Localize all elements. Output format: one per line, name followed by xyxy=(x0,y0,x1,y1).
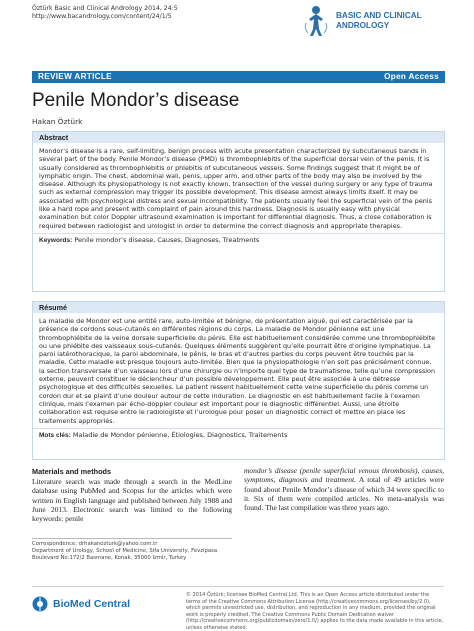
abstract-box xyxy=(32,131,445,292)
keywords-label: Keywords: xyxy=(39,236,73,244)
figure-logo-icon xyxy=(302,5,330,37)
open-access-label: Open Access xyxy=(384,72,439,81)
section-heading-methods: Materials and methods xyxy=(32,467,112,476)
mots-cles-text: Maladie de Mondor pénienne, Étiologies, Diagnostics, Traitements xyxy=(72,430,288,439)
correspondence-affiliation: Department of Urology, School of Medicine, Sifa University, Fevzipasa xyxy=(32,548,218,555)
journal-name-line2: ANDROLOGY xyxy=(336,21,390,30)
resume-keywords xyxy=(33,428,444,440)
correspondence-block xyxy=(32,541,237,563)
citation-line: Öztürk Basic and Clinical Andrology 2014, 24:5 xyxy=(32,5,178,12)
biomed-central-name: BioMed Central xyxy=(53,598,131,610)
resume-text: La maladie de Mondor est une entité rare, auto-limitée et bénigne, de présentation aiguë, qui est caractérisée par la présence de cordons sous-cutanés en différentes régions du corps. La maladie de Mondor pénienne est une thrombophlébite de la veine dorsale superficielle du pénis. Elle est habituellement considérée comme une thrombophlébite ou une phlébite des vaisseaux sous-cutanés. Quelques éléments suggèrent qu’elle pourrait être d’origine lymphatique. La paroi latérothoracique, la paroi abdominale, le pénis, le bras et d’autres parties du corps peuvent être touchés par la maladie. Cette maladie est presque toujours auto-limitée. Bien que la physiopathologie n’en soit pas précisément connue, la section transversale d’un vaisseau lors d’une chirurgie ou n’importe quel type de traumatisme, telle qu’une compression externe, peuvent constituer le déclencheur d’un possible développement. Elle peut être associée à une détresse psychologique et des difficultés sexuelles. Le patient ressent habituellement cette veine superficielle du pénis comme un cordon dur et se plaint d’une douleur autour de cette induration. Le diagnostic en est habituellement facile à l’examen clinique, mais l’examen par écho-doppler couleur est important pour le diagnostic différentiel. Aussi, une étroite collaboration est requise entre le radiologiste et l’urologue pour poser un diagnostic correct et mettre en place les traitements appropriés. xyxy=(39,317,436,425)
correspondence-divider xyxy=(32,538,232,539)
license-text: © 2014 Öztürk; licensee BioMed Central Ltd. This is an Open Access article distributed under the terms of the Creative Commons Attribution License (http://creativecommons.org/licenses/by/2.0), which permits unrestricted use, distribution, and reproduction in any medium, provided the original work is properly credited. The Creative Commons Public Domain Dedication waiver (http://creativecommons.org/publicdomain/zero/1.0/) applies to the data made available in this article, unless otherwise stated. xyxy=(186,592,444,631)
article-type-bar xyxy=(32,71,445,83)
methods-keywords-italic: mondor’s disease (penile superficial venous thrombosis), causes, symptoms, diagnosis and treatment. xyxy=(244,466,444,485)
resume-heading: Résumé xyxy=(33,302,444,313)
correspondence-address: Boulevard No:172/2 Basmane, Konak, 35000 Izmir, Turkey xyxy=(32,555,187,562)
abstract-text: Mondor’s disease is a rare, self-limiting, benign process with acute presentation characterized by subcutaneous bands in several part of the body. Penile Mondor’s disease (PMD) is thrombophlebitis of the superficial dorsal vein of the penis. It is usually considered as thrombophlebitis or phlebitis of subcutaneous vessels. Some findings suggest that it might be of lymphatic origin. The chest, abdominal wall, penis, upper arm, and other parts of the body may also be involved by the disease. Although its physiopathology is not exactly known, transection of the vessel during surgery or any type of trauma such as external compression may trigger its possible development. This disease almost always limits itself. It may be associated with psychological distress and sexual incompatibility. The patients usually feel the superficial vein of the penis like a hard rope and present with complaint of pain around this hardness. Diagnosis is usually easy with physical examination but color Doppler ultrasound examination is important for differential diagnosis. Thus, a close collaboration is required between radiologist and urologist in order to determine the correct diagnosis and appropriate therapies. xyxy=(39,147,433,230)
abstract-heading: Abstract xyxy=(33,132,444,143)
methods-left-column: Literature search was made through a search in the MedLine database using PubMed and Scopus for the articles which were written in English language and published between July 1988 and June 2013. Electronic search was limited to the following keywords: penile xyxy=(32,477,232,524)
biomed-central-logo[interactable] xyxy=(32,596,130,612)
journal-logo[interactable] xyxy=(302,4,452,38)
keywords-text: Penile mondor’s disease, Causes, Diagnoses, Treatments xyxy=(74,235,260,244)
biomed-central-icon xyxy=(32,596,48,612)
abstract-keywords xyxy=(33,233,444,245)
article-url[interactable]: http://www.bacandrology.com/content/24/1/5 xyxy=(32,13,172,20)
footer-divider xyxy=(32,586,444,587)
methods-right-column xyxy=(244,466,444,512)
review-article-label: REVIEW ARTICLE xyxy=(38,72,112,81)
correspondence-email[interactable]: Correspondence: drhakanozturk@yahoo.com.tr xyxy=(32,541,158,547)
mots-cles-label: Mots clés: xyxy=(39,431,71,439)
journal-name-line1: BASIC AND CLINICAL xyxy=(336,11,422,20)
article-title: Penile Mondor’s disease xyxy=(32,90,240,111)
methods-right-text: A total of 49 articles were found about Penile Mondor’s disease of which 34 were specific to it. Six of them were compiled articles. No meta-analysis was found. The last compilation was three years ago. xyxy=(244,475,444,513)
author-name: Hakan Öztürk xyxy=(32,117,83,126)
resume-box xyxy=(32,301,445,460)
